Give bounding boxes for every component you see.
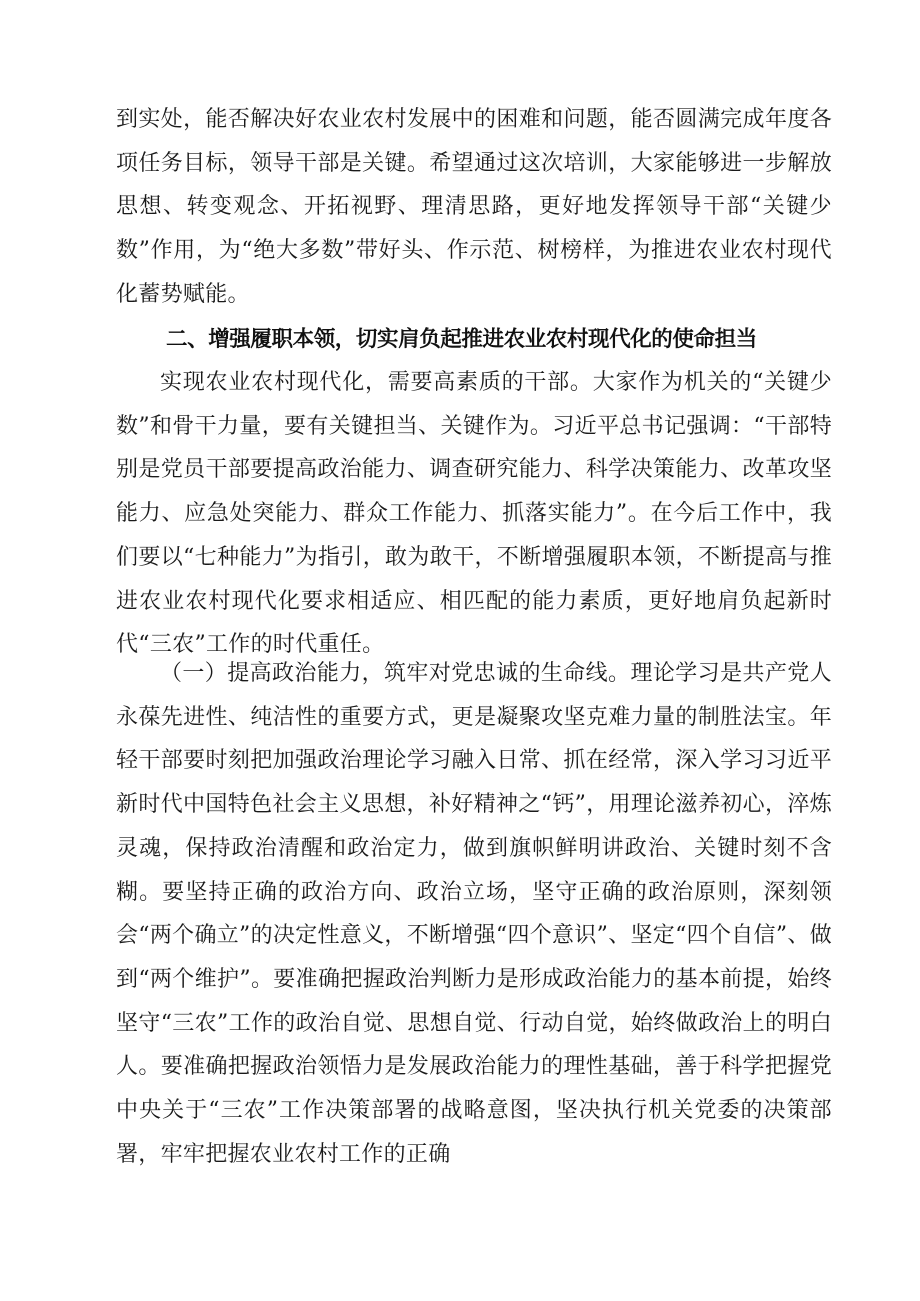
subsection-one-paragraph: （一）提高政治能力，筑牢对党忠诚的生命线。理论学习是共产党人永葆先进性、纯洁性的重要方式，更是凝聚攻坚克难力量的制胜法宝。年轻干部要时刻把加强政治理论学习融入日常、抓在经常，深入学习习近平新时代中国特色社会主义思想，补好精神之“钙”，用理论滋养初心，淬炼灵魂，保持政治清醒和政治定力，做到旗帜鲜明讲政治、关键时刻不含糊。要坚持正确的政治方向、政治立场，坚守正确的政治原则，深刻领会“两个确立”的决定性意义，不断增强“四个意识”、坚定“四个自信”、做到“两个维护”。要准确把握政治判断力是形成政治能力的基本前提，始终坚守“三农”工作的政治自觉、思想自觉、行动自觉，始终做政治上的明白人。要准确把握政治领悟力是发展政治能力的理性基础，善于科学把握党中央关于“三农”工作决策部署的战略意图，坚决执行机关党委的决策部署，牢牢把握农业农村工作的正确 (116, 661, 832, 1167)
continuation-paragraph: 到实处，能否解决好农业农村发展中的困难和问题，能否圆满完成年度各项任务目标，领导干部是关键。希望通过这次培训，大家能够进一步解放思想、转变观念、开拓视野、理清思路，更好地发挥领导干部“关键少数”作用，为“绝大多数”带好头、作示范、树榜样，为推进农业农村现代化蓄势赋能。 (116, 107, 832, 307)
section-intro-paragraph: 实现农业农村现代化，需要高素质的干部。大家作为机关的“关键少数”和骨干力量，要有关键担当、关键作为。习近平总书记强调：“干部特别是党员干部要提高政治能力、调查研究能力、科学决策能力、改革攻坚能力、应急处突能力、群众工作能力、抓落实能力”。在今后工作中，我们要以“七种能力”为指引，敢为敢干，不断增强履职本领，不断提高与推进农业农村现代化要求相适应、相匹配的能力素质，更好地肩负起新时代“三农”工作的时代重任。 (116, 370, 832, 658)
section-heading: 二、增强履职本领，切实肩负起推进农业农村现代化的使命担当 (166, 327, 757, 352)
